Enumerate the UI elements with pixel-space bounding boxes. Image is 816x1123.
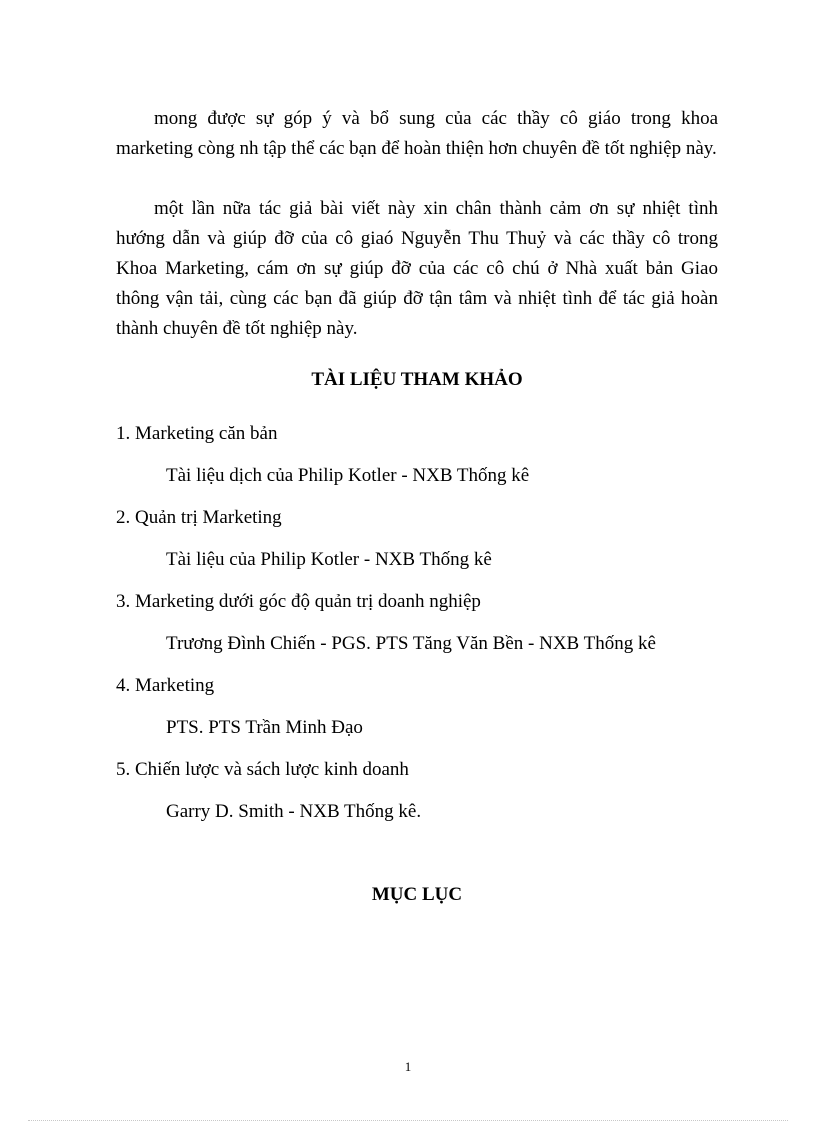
- reference-title: 3. Marketing dưới góc độ quản trị doanh nghiệp: [116, 591, 481, 612]
- references-list: [116, 419, 718, 839]
- reference-source: PTS. PTS Trần Minh Đạo: [166, 717, 363, 738]
- reference-source: Tài liệu dịch của Philip Kotler - NXB Thống kê: [166, 465, 530, 486]
- references-heading: TÀI LIỆU THAM KHẢO: [311, 369, 523, 390]
- reference-item-4: [116, 671, 718, 743]
- reference-item-1: [116, 419, 718, 491]
- reference-source: Garry D. Smith - NXB Thống kê.: [166, 801, 422, 822]
- paragraph-acknowledgement-1: mong được sự góp ý và bổ sung của các thầy cô giáo trong khoa marketing còng nh tập thể các bạn để hoàn thiện hơn chuyên đề tốt nghiệp này.: [116, 108, 718, 159]
- reference-title: 1. Marketing căn bản: [116, 423, 278, 444]
- page-number: 1: [404, 1059, 412, 1074]
- paragraph-acknowledgement-2: một lần nữa tác giả bài viết này xin chân thành cảm ơn sự nhiệt tình hướng dẫn và giúp đỡ của cô giaó Nguyễn Thu Thuỷ và các thầy cô trong Khoa Marketing, cám ơn sự giúp đỡ của các cô chú ở Nhà xuất bản Giao thông vận tải, cùng các bạn đã giúp đỡ tận tâm và nhiệt tình để tác giả hoàn thành chuyên đề tốt nghiệp này.: [116, 198, 718, 339]
- page-bottom-edge: [28, 1120, 788, 1121]
- table-of-contents-heading: MỤC LỤC: [371, 884, 463, 905]
- reference-source: Trương Đình Chiến - PGS. PTS Tăng Văn Bền - NXB Thống kê: [166, 633, 656, 654]
- reference-item-5: [116, 755, 718, 827]
- reference-source: Tài liệu của Philip Kotler - NXB Thống kê: [166, 549, 492, 570]
- reference-title: 2. Quản trị Marketing: [116, 507, 282, 528]
- reference-item-3: [116, 587, 718, 659]
- reference-title: 4. Marketing: [116, 675, 215, 696]
- reference-title: 5. Chiến lược và sách lược kinh doanh: [116, 759, 409, 780]
- reference-item-2: [116, 503, 718, 575]
